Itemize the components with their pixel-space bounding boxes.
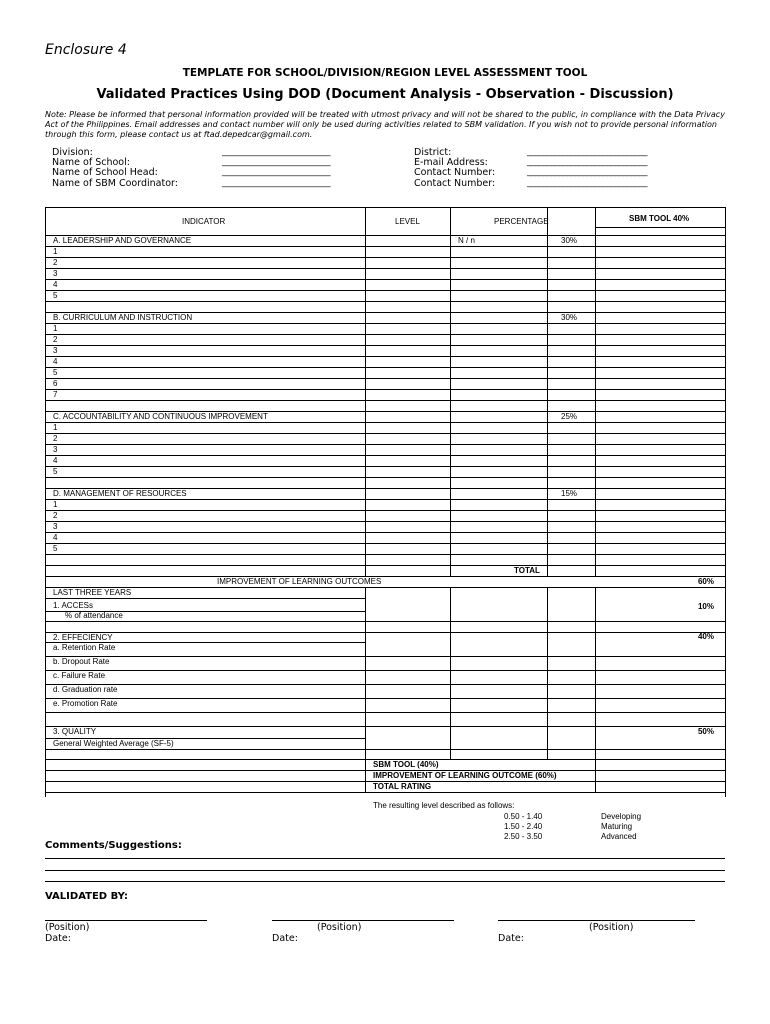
section-weight-d: 15% xyxy=(561,489,578,498)
access-sub: % of attendance xyxy=(65,611,123,620)
access-weight: 10% xyxy=(697,602,714,611)
info-right-blanks[interactable] xyxy=(527,147,647,188)
comment-line-3[interactable] xyxy=(45,881,725,882)
section-nn-label: N / n xyxy=(458,236,475,245)
indicator-row: 4 xyxy=(53,456,58,465)
indicator-row: 5 xyxy=(53,368,58,377)
legend-range-3: 2.50 - 3.50 xyxy=(504,832,543,841)
indicator-row: 5 xyxy=(53,544,58,553)
header-level: LEVEL xyxy=(395,217,420,226)
section-title-b: B. CURRICULUM AND INSTRUCTION xyxy=(53,313,193,322)
contact-number-field[interactable]: ______________________________ xyxy=(527,167,647,178)
section-title-c: C. ACCOUNTABILITY AND CONTINUOUS IMPROVEMENT xyxy=(53,412,268,421)
access-title: 1. ACCESs xyxy=(53,601,94,610)
summary-sbm-tool: SBM TOOL (40%) xyxy=(373,760,439,769)
section-weight-c: 25% xyxy=(561,412,578,421)
indicator-row: 4 xyxy=(53,533,58,542)
improvement-title: IMPROVEMENT OF LEARNING OUTCOMES xyxy=(217,577,382,586)
position-3: (Position) xyxy=(589,922,634,933)
indicator-row: 1 xyxy=(53,324,58,333)
quality-sub: General Weighted Average (SF-5) xyxy=(53,739,174,748)
comment-line-1[interactable] xyxy=(45,858,725,859)
indicator-row: 3 xyxy=(53,522,58,531)
legend-level-2: Maturing xyxy=(601,822,633,831)
division-label: Division: xyxy=(52,147,93,158)
indicator-row: 7 xyxy=(53,390,58,399)
position-2: (Position) xyxy=(317,922,362,933)
section-title-a: A. LEADERSHIP AND GOVERNANCE xyxy=(53,236,192,245)
signature-line-3[interactable] xyxy=(498,920,695,921)
efficiency-item: b. Dropout Rate xyxy=(53,657,110,666)
last-three-years: LAST THREE YEARS xyxy=(53,588,132,597)
summary-improvement: IMPROVEMENT OF LEARNING OUTCOME (60%) xyxy=(373,771,557,780)
total-label: TOTAL xyxy=(514,566,540,575)
legend-range-1: 0.50 - 1.40 xyxy=(504,812,543,821)
info-right-labels xyxy=(414,148,495,189)
sbm-coordinator-field[interactable]: ___________________________ xyxy=(222,177,330,188)
indicator-row: 1 xyxy=(53,423,58,432)
school-head-field[interactable]: ___________________________ xyxy=(222,167,330,178)
contact-number-label: Contact Number: xyxy=(414,167,496,179)
info-left-labels xyxy=(52,148,178,189)
header-indicator: INDICATOR xyxy=(182,217,226,226)
legend-range-2: 1.50 - 2.40 xyxy=(504,822,543,831)
email-field[interactable]: ______________________________ xyxy=(527,157,647,168)
indicator-row: 4 xyxy=(53,280,58,289)
quality-weight: 50% xyxy=(697,727,714,736)
efficiency-item: d. Graduation rate xyxy=(53,685,118,694)
district-label: District: xyxy=(414,147,452,158)
sbm-coordinator-label: Name of SBM Coordinator: xyxy=(52,177,178,189)
contact-number-label-2: Contact Number: xyxy=(414,177,496,189)
info-left-blanks[interactable] xyxy=(222,147,330,188)
division-field[interactable]: ___________________________ xyxy=(222,147,330,157)
date-2: Date: xyxy=(272,933,298,944)
enclosure-label: Enclosure 4 xyxy=(45,42,127,58)
indicator-row: 3 xyxy=(53,269,58,278)
legend-level-1: Developing xyxy=(601,812,642,821)
header-percentage: PERCENTAGE xyxy=(494,217,549,226)
indicator-row: 3 xyxy=(53,346,58,355)
efficiency-weight: 40% xyxy=(697,632,714,641)
efficiency-title: 2. EFFECIENCY xyxy=(53,633,113,642)
contact-number-field-2[interactable]: ______________________________ xyxy=(527,177,647,188)
summary-total-rating: TOTAL RATING xyxy=(373,782,432,791)
district-field[interactable]: ______________________________ xyxy=(527,147,647,157)
school-name-field[interactable]: ___________________________ xyxy=(222,157,330,168)
indicator-row: 2 xyxy=(53,335,58,344)
main-title: Validated Practices Using DOD (Document Analysis - Observation - Discussion) xyxy=(96,87,674,102)
comment-line-2[interactable] xyxy=(45,870,725,871)
efficiency-item: c. Failure Rate xyxy=(53,671,106,680)
indicator-row: 3 xyxy=(53,445,58,454)
section-weight-b: 30% xyxy=(561,313,578,322)
school-name-label: Name of School: xyxy=(52,157,130,169)
legend-level-3: Advanced xyxy=(601,832,637,841)
indicator-row: 2 xyxy=(53,511,58,520)
validated-by-label: VALIDATED BY: xyxy=(45,891,129,902)
assessment-table xyxy=(45,207,726,797)
school-head-label: Name of School Head: xyxy=(52,167,158,179)
indicator-row: 2 xyxy=(53,434,58,443)
date-3: Date: xyxy=(498,933,524,944)
position-1: (Position) xyxy=(45,922,90,933)
indicator-row: 2 xyxy=(53,258,58,267)
indicator-row: 1 xyxy=(53,247,58,256)
signature-line-1[interactable] xyxy=(45,920,207,921)
comments-label: Comments/Suggestions: xyxy=(45,840,182,851)
privacy-note: Note: Please be informed that personal information provided will be treated with utmost privacy and will not be shared to the public, in compliance with the Data Privacy Act of the Philippines. Email addresses and contact number will only be used during activities related to SBM validation. If you wish not to provide personal information through this form, please contact us at ftad.depedcar@gmail.com. xyxy=(45,110,725,139)
indicator-row: 5 xyxy=(53,291,58,300)
improvement-weight: 60% xyxy=(697,577,714,586)
legend-intro: The resulting level described as follows: xyxy=(373,801,515,810)
email-label: E-mail Address: xyxy=(414,157,488,169)
indicator-row: 1 xyxy=(53,500,58,509)
indicator-row: 5 xyxy=(53,467,58,476)
section-title-d: D. MANAGEMENT OF RESOURCES xyxy=(53,489,187,498)
header-sbm-tool: SBM TOOL 40% xyxy=(629,214,690,223)
quality-title: 3. QUALITY xyxy=(53,727,97,736)
date-1: Date: xyxy=(45,933,71,944)
indicator-row: 6 xyxy=(53,379,58,388)
signature-line-2[interactable] xyxy=(272,920,454,921)
indicator-row: 4 xyxy=(53,357,58,366)
section-weight-a: 30% xyxy=(561,236,578,245)
efficiency-item: e. Promotion Rate xyxy=(53,699,118,708)
template-title: TEMPLATE FOR SCHOOL/DIVISION/REGION LEVEL ASSESSMENT TOOL xyxy=(182,67,588,79)
efficiency-item: a. Retention Rate xyxy=(53,643,116,652)
